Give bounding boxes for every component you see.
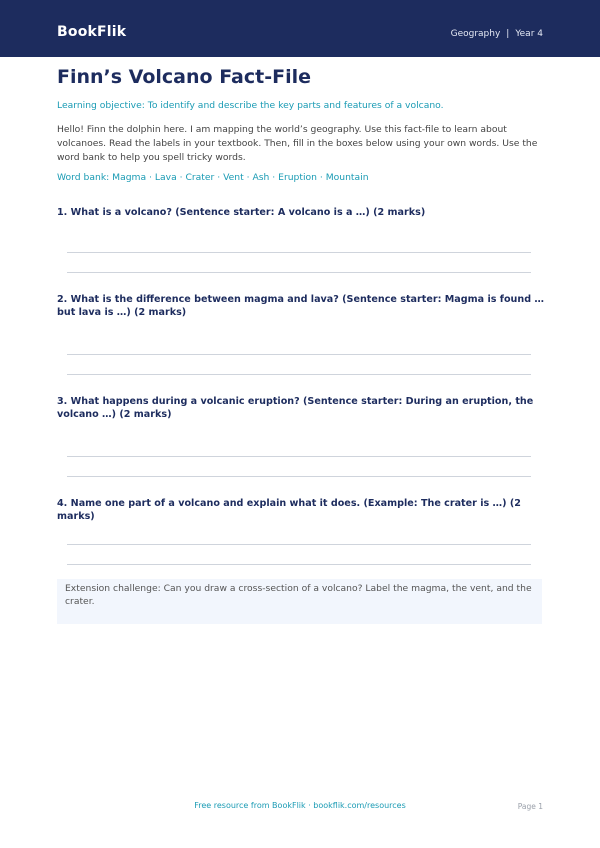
answer-line[interactable] [67,456,531,457]
word-bank: Word bank: Magma · Lava · Crater · Vent · Ash · Eruption · Mountain [57,172,369,183]
answer-line[interactable] [67,374,531,375]
answer-line[interactable] [67,544,531,545]
header-bar [0,0,600,57]
question-2: 2. What is the difference between magma and lava? (Sentence starter: Magma is found … but lava is …) (2 marks) [57,294,545,318]
extension-challenge: Extension challenge: Can you draw a cross-section of a volcano? Label the magma, the vent, and the crater. [57,579,542,624]
answer-line[interactable] [67,272,531,273]
year-label: Year 4 [515,29,543,39]
question-3: 3. What happens during a volcanic eruption? (Sentence starter: During an eruption, the volcano …) (2 marks) [57,396,534,420]
page-title: Finn’s Volcano Fact-File [57,66,312,88]
subject-label: Geography [450,29,501,39]
page-number: Page 1 [517,802,543,811]
question-1: 1. What is a volcano? (Sentence starter: A volcano is a …) (2 marks) [57,207,426,218]
learning-objective: Learning objective: To identify and describe the key parts and features of a volcano. [57,100,444,111]
answer-line[interactable] [67,476,531,477]
answer-line[interactable] [67,354,531,355]
brand-logo: BookFlik [57,24,127,40]
footer-link[interactable]: Free resource from BookFlik · bookflik.com/resources [194,801,406,810]
intro-paragraph: Hello! Finn the dolphin here. I am mapping the world’s geography. Use this fact-file to learn about volcanoes. Read the labels in your textbook. Then, fill in the boxes below using your own words. Use the word bank to help you spell tricky words. [57,124,538,163]
meta-separator: | [506,29,510,39]
question-4: 4. Name one part of a volcano and explain what it does. (Example: The crater is …) (2 marks) [57,498,521,522]
header-meta [451,29,543,39]
answer-line[interactable] [67,252,531,253]
answer-line[interactable] [67,564,531,565]
